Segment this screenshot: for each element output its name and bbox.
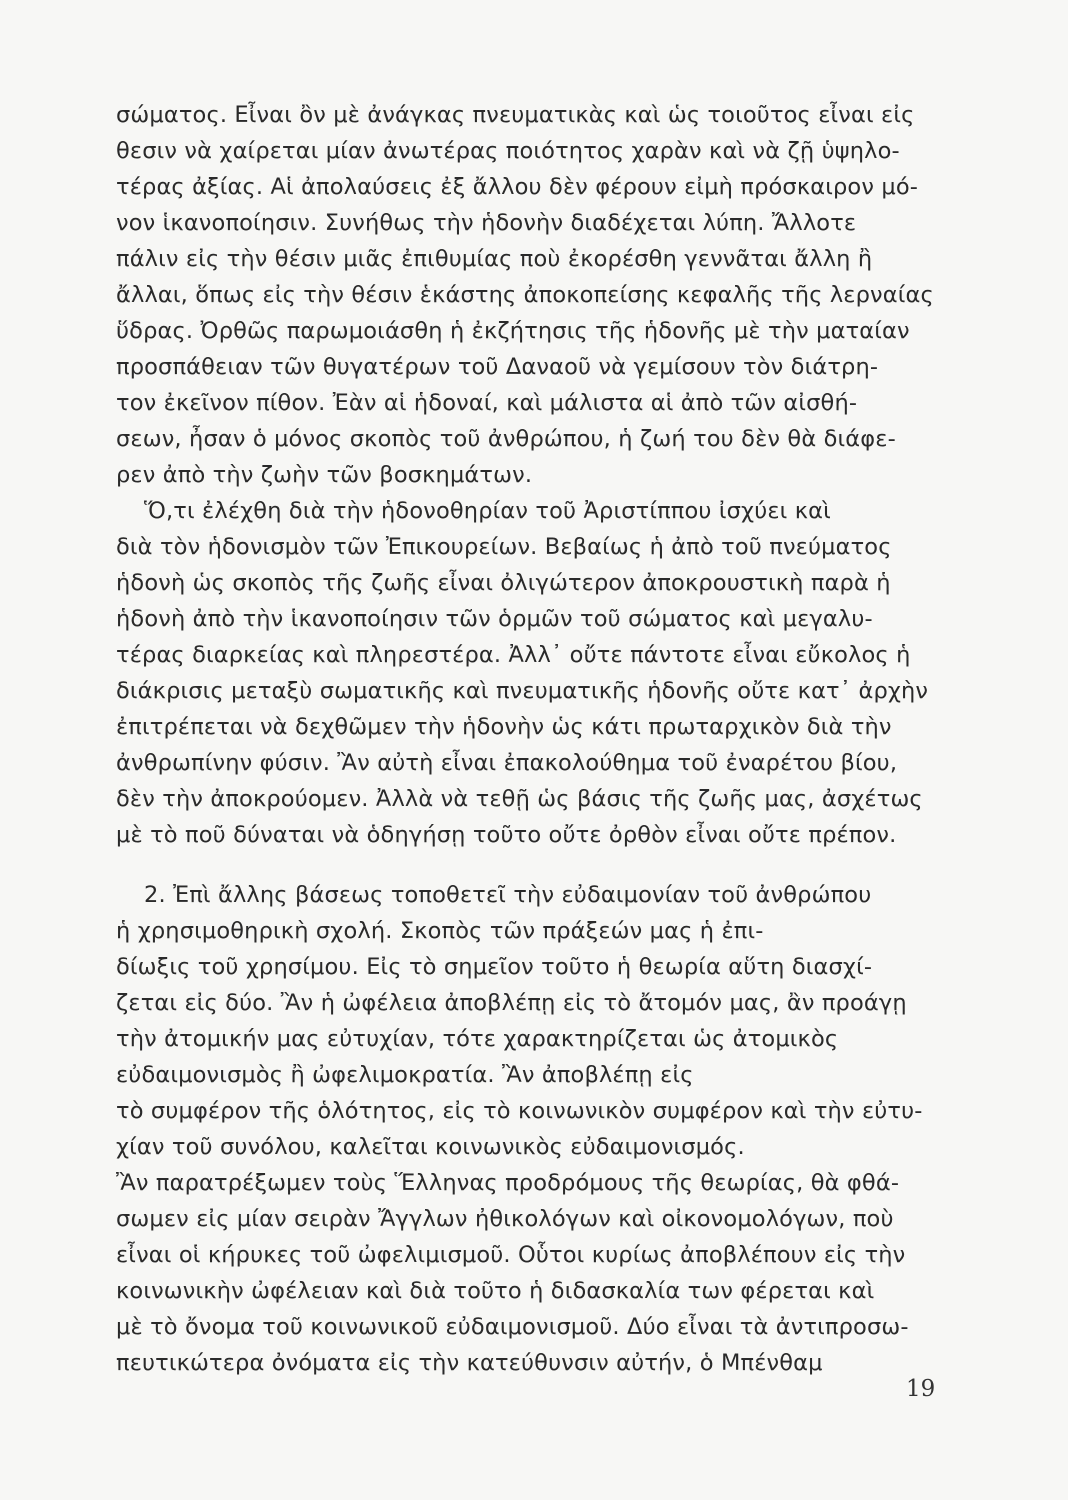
text-line: εὐδαιμονισμὸς ἢ ὠφελιμοκρατία. Ἂν ἀποβλέπῃ εἰς xyxy=(116,1062,694,1088)
text-line: τέρας διαρκείας καὶ πληρεστέρα. Ἀλλ᾽ οὔτε πάντοτε εἶναι εὔκολος ἡ xyxy=(116,642,911,668)
text-line: σεων, ἦσαν ὁ μόνος σκοπὸς τοῦ ἀνθρώπου, ἡ ζωή του δὲν θὰ διάφε- xyxy=(116,426,896,452)
text-line: νον ἱκανοποίησιν. Συνήθως τὴν ἡδονὴν διαδέχεται λύπη. Ἄλλοτε xyxy=(116,210,857,236)
text-line: ἡδονὴ ἀπὸ τὴν ἱκανοποίησιν τῶν ὁρμῶν τοῦ σώματος καὶ μεγαλυ- xyxy=(116,606,873,632)
text-line: πάλιν εἰς τὴν θέσιν μιᾶς ἐπιθυμίας ποὺ ἐκορέσθη γεννᾶται ἄλλη ἢ xyxy=(116,246,873,272)
text-line: πευτικώτερα ὀνόματα εἰς τὴν κατεύθυνσιν αὐτήν, ὁ Μπένθαμ xyxy=(116,1350,823,1376)
paragraph-start-line: Ὅ,τι ἐλέχθη διὰ τὴν ἡδονοθηρίαν τοῦ Ἀριστίππου ἰσχύει καὶ xyxy=(144,498,831,524)
text-line: διάκρισις μεταξὺ σωματικῆς καὶ πνευματικῆς ἡδονῆς οὔτε κατ᾽ ἀρχὴν xyxy=(116,678,929,704)
text-line: ὕδρας. Ὀρθῶς παρωμοιάσθη ἡ ἐκζήτησις τῆς ἡδονῆς μὲ τὴν ματαίαν xyxy=(116,318,910,344)
text-line: θεσιν νὰ χαίρεται μίαν ἀνωτέρας ποιότητος χαρὰν καὶ νὰ ζῇ ὑψηλο- xyxy=(116,138,900,164)
text-line: ἐπιτρέπεται νὰ δεχθῶμεν τὴν ἡδονὴν ὡς κάτι πρωταρχικὸν διὰ τὴν xyxy=(116,714,892,740)
section-2-start-line: 2. Ἐπὶ ἄλλης βάσεως τοποθετεῖ τὴν εὐδαιμονίαν τοῦ ἀνθρώπου xyxy=(144,882,872,908)
text-line: ἡδονὴ ὡς σκοπὸς τῆς ζωῆς εἶναι ὀλιγώτερον ἀποκρουστικὴ παρὰ ἡ xyxy=(116,570,891,596)
text-line: σωμεν εἰς μίαν σειρὰν Ἄγγλων ἠθικολόγων καὶ οἰκονομολόγων, ποὺ xyxy=(116,1206,894,1232)
text-line: χίαν τοῦ συνόλου, καλεῖται κοινωνικὸς εὐδαιμονισμός. xyxy=(116,1134,745,1160)
text-line: εἶναι οἱ κήρυκες τοῦ ὠφελιμισμοῦ. Οὗτοι κυρίως ἀποβλέπουν εἰς τὴν xyxy=(116,1242,906,1268)
text-line: ζεται εἰς δύο. Ἂν ἡ ὠφέλεια ἀποβλέπῃ εἰς τὸ ἄτομόν μας, ἂν προάγῃ xyxy=(116,990,907,1016)
text-line: τὴν ἀτομικήν μας εὐτυχίαν, τότε χαρακτηρίζεται ὡς ἀτομικὸς xyxy=(116,1026,839,1052)
text-line: τον ἐκεῖνον πίθον. Ἐὰν αἱ ἡδοναί, καὶ μάλιστα αἱ ἀπὸ τῶν αἰσθή- xyxy=(116,390,858,416)
text-line: τέρας ἀξίας. Αἱ ἀπολαύσεις ἐξ ἄλλου δὲν φέρουν εἰμὴ πρόσκαιρον μό- xyxy=(116,174,919,200)
text-line: τὸ συμφέρον τῆς ὁλότητος, εἰς τὸ κοινωνικὸν συμφέρον καὶ τὴν εὐτυ- xyxy=(116,1098,923,1124)
text-line: ρεν ἀπὸ τὴν ζωὴν τῶν βοσκημάτων. xyxy=(116,462,533,488)
text-line: κοινωνικὴν ὠφέλειαν καὶ διὰ τοῦτο ἡ διδασκαλία των φέρεται καὶ xyxy=(116,1278,875,1304)
text-line: μὲ τὸ ποῦ δύναται νὰ ὁδηγήσῃ τοῦτο οὔτε ὀρθὸν εἶναι οὔτε πρέπον. xyxy=(116,822,897,848)
text-line: δὲν τὴν ἀποκρούομεν. Ἀλλὰ νὰ τεθῇ ὡς βάσις τῆς ζωῆς μας, ἀσχέτως xyxy=(116,786,923,812)
text-line: Ἂν παρατρέξωμεν τοὺς Ἕλληνας προδρόμους τῆς θεωρίας, θὰ φθά- xyxy=(116,1170,900,1196)
text-line: ἄλλαι, ὅπως εἰς τὴν θέσιν ἑκάστης ἀποκοπείσης κεφαλῆς τῆς λερναίας xyxy=(116,282,934,308)
text-line: μὲ τὸ ὄνομα τοῦ κοινωνικοῦ εὐδαιμονισμοῦ. Δύο εἶναι τὰ ἀντιπροσω- xyxy=(116,1314,909,1340)
text-line: σώματος. Εἶναι ὂν μὲ ἀνάγκας πνευματικὰς καὶ ὡς τοιοῦτος εἶναι εἰς xyxy=(116,102,915,128)
text-line: ἡ χρησιμοθηρικὴ σχολή. Σκοπὸς τῶν πράξεών μας ἡ ἐπι- xyxy=(116,918,764,944)
text-line: ἀνθρωπίνην φύσιν. Ἂν αὐτὴ εἶναι ἐπακολούθημα τοῦ ἐναρέτου βίου, xyxy=(116,750,898,776)
page-number: 19 xyxy=(906,1376,936,1402)
text-line: προσπάθειαν τῶν θυγατέρων τοῦ Δαναοῦ νὰ γεμίσουν τὸν διάτρη- xyxy=(116,354,879,380)
text-line: διὰ τὸν ἡδονισμὸν τῶν Ἐπικουρείων. Βεβαίως ἡ ἀπὸ τοῦ πνεύματος xyxy=(116,534,892,560)
text-line: δίωξις τοῦ χρησίμου. Εἰς τὸ σημεῖον τοῦτο ἡ θεωρία αὕτη διασχί- xyxy=(116,954,873,980)
